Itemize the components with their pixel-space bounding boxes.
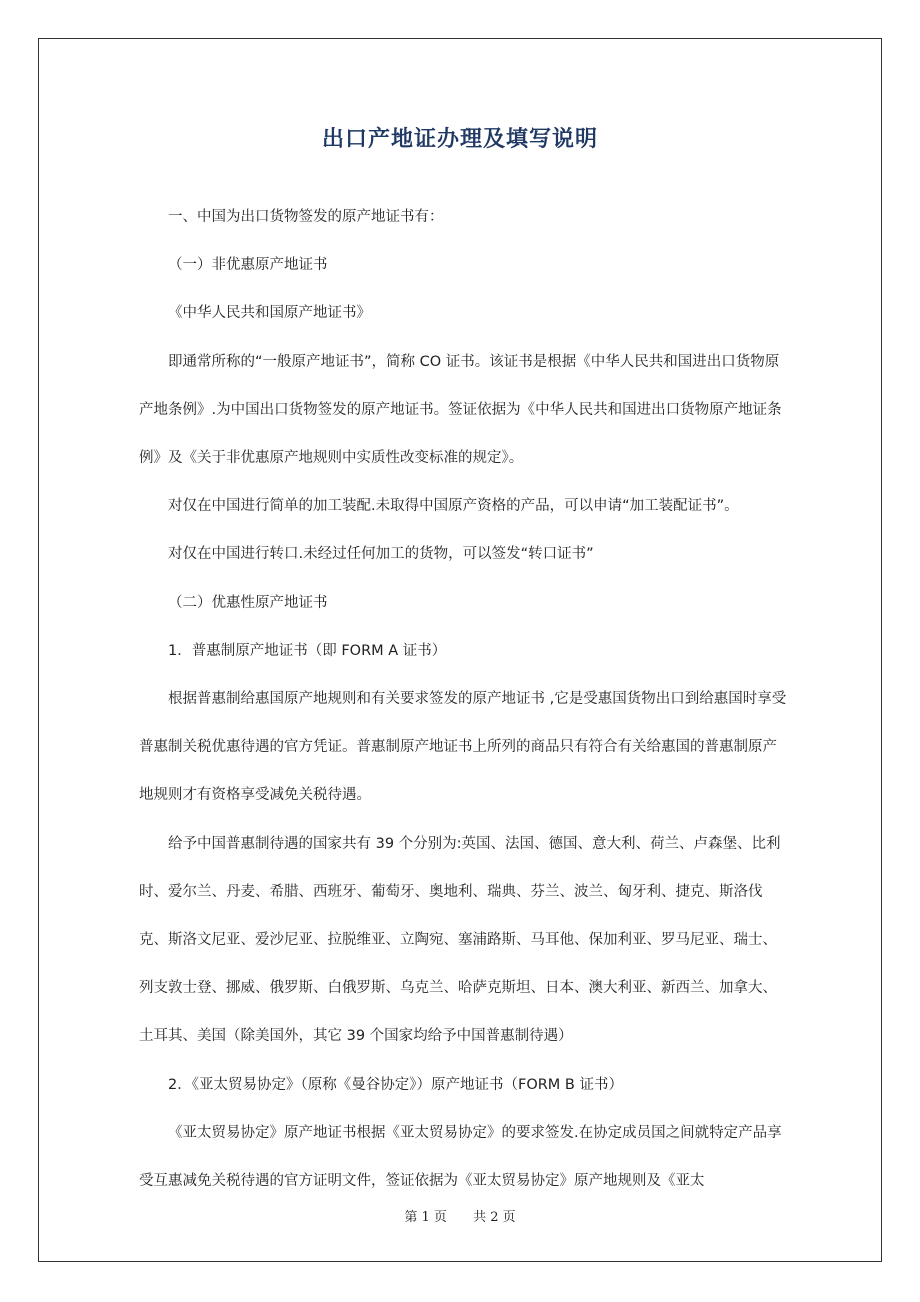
paragraph: 《中华人民共和国原产地证书》 (168, 305, 371, 322)
page-total: 共 2 页 (473, 1210, 516, 1225)
document-title: 出口产地证办理及填写说明 (321, 127, 598, 152)
page-footer (0, 1206, 920, 1225)
paragraph: 2．《亚太贸易协定》（原称《曼谷协定》）原产地证书（FORM B 证书） (168, 1076, 623, 1093)
paragraph: 即通常所称的“一般原产地证书”，简称 CO 证书。该证书是根据《中华人民共和国进出口货物原产地条例》.为中国出口货物签发的原产地证书。签证依据为《中华人民共和国进出口货物原产地证条例》及《关于非优惠原产地规则中实质性改变标准的规定》。 (139, 353, 782, 467)
paragraph: 《亚太贸易协定》原产地证书根据《亚太贸易协定》的要求签发.在协定成员国之间就特定产品享受互惠减免关税待遇的官方证明文件，签证依据为《亚太贸易协定》原产地规则及《亚太 (139, 1124, 782, 1190)
paragraph: 根据普惠制给惠国原产地规则和有关要求签发的原产地证书 ,它是受惠国货物出口到给惠国时享受普惠制关税优惠待遇的官方凭证。普惠制原产地证书上所列的商品只有符合有关给惠国的普惠制原产地规则才有资格享受减免关税待遇。 (139, 691, 787, 804)
paragraph: 对仅在中国进行转口.未经过任何加工的货物，可以签发“转口证书” (168, 546, 594, 563)
paragraph: 对仅在中国进行简单的加工装配.未取得中国原产资格的产品，可以申请“加工装配证书”。 (168, 498, 739, 515)
paragraph: （一）非优惠原产地证书 (168, 257, 328, 274)
document-body (139, 193, 787, 1205)
paragraph: （二）优惠性原产地证书 (168, 594, 328, 611)
paragraph: 给予中国普惠制待遇的国家共有 39 个分别为:英国、法国、德国、意大利、荷兰、卢森堡、比利时、爱尔兰、丹麦、希腊、西班牙、葡萄牙、奥地利、瑞典、芬兰、波兰、匈牙利、捷克、斯洛伐克、斯洛文尼亚、爱沙尼亚、拉脱维亚、立陶宛、塞浦路斯、马耳他、保加利亚、罗马尼亚、瑞士、列支敦士登、挪威、俄罗斯、白俄罗斯、乌克兰、哈萨克斯坦、日本、澳大利亚、新西兰、加拿大、土耳其、美国（除美国外，其它 39 个国家均给予中国普惠制待遇） (139, 835, 781, 1045)
paragraph: 1．普惠制原产地证书（即 FORM A 证书） (168, 642, 447, 659)
page-number: 第 1 页 (404, 1210, 447, 1225)
paragraph: 一、中国为出口货物签发的原产地证书有： (168, 209, 444, 225)
